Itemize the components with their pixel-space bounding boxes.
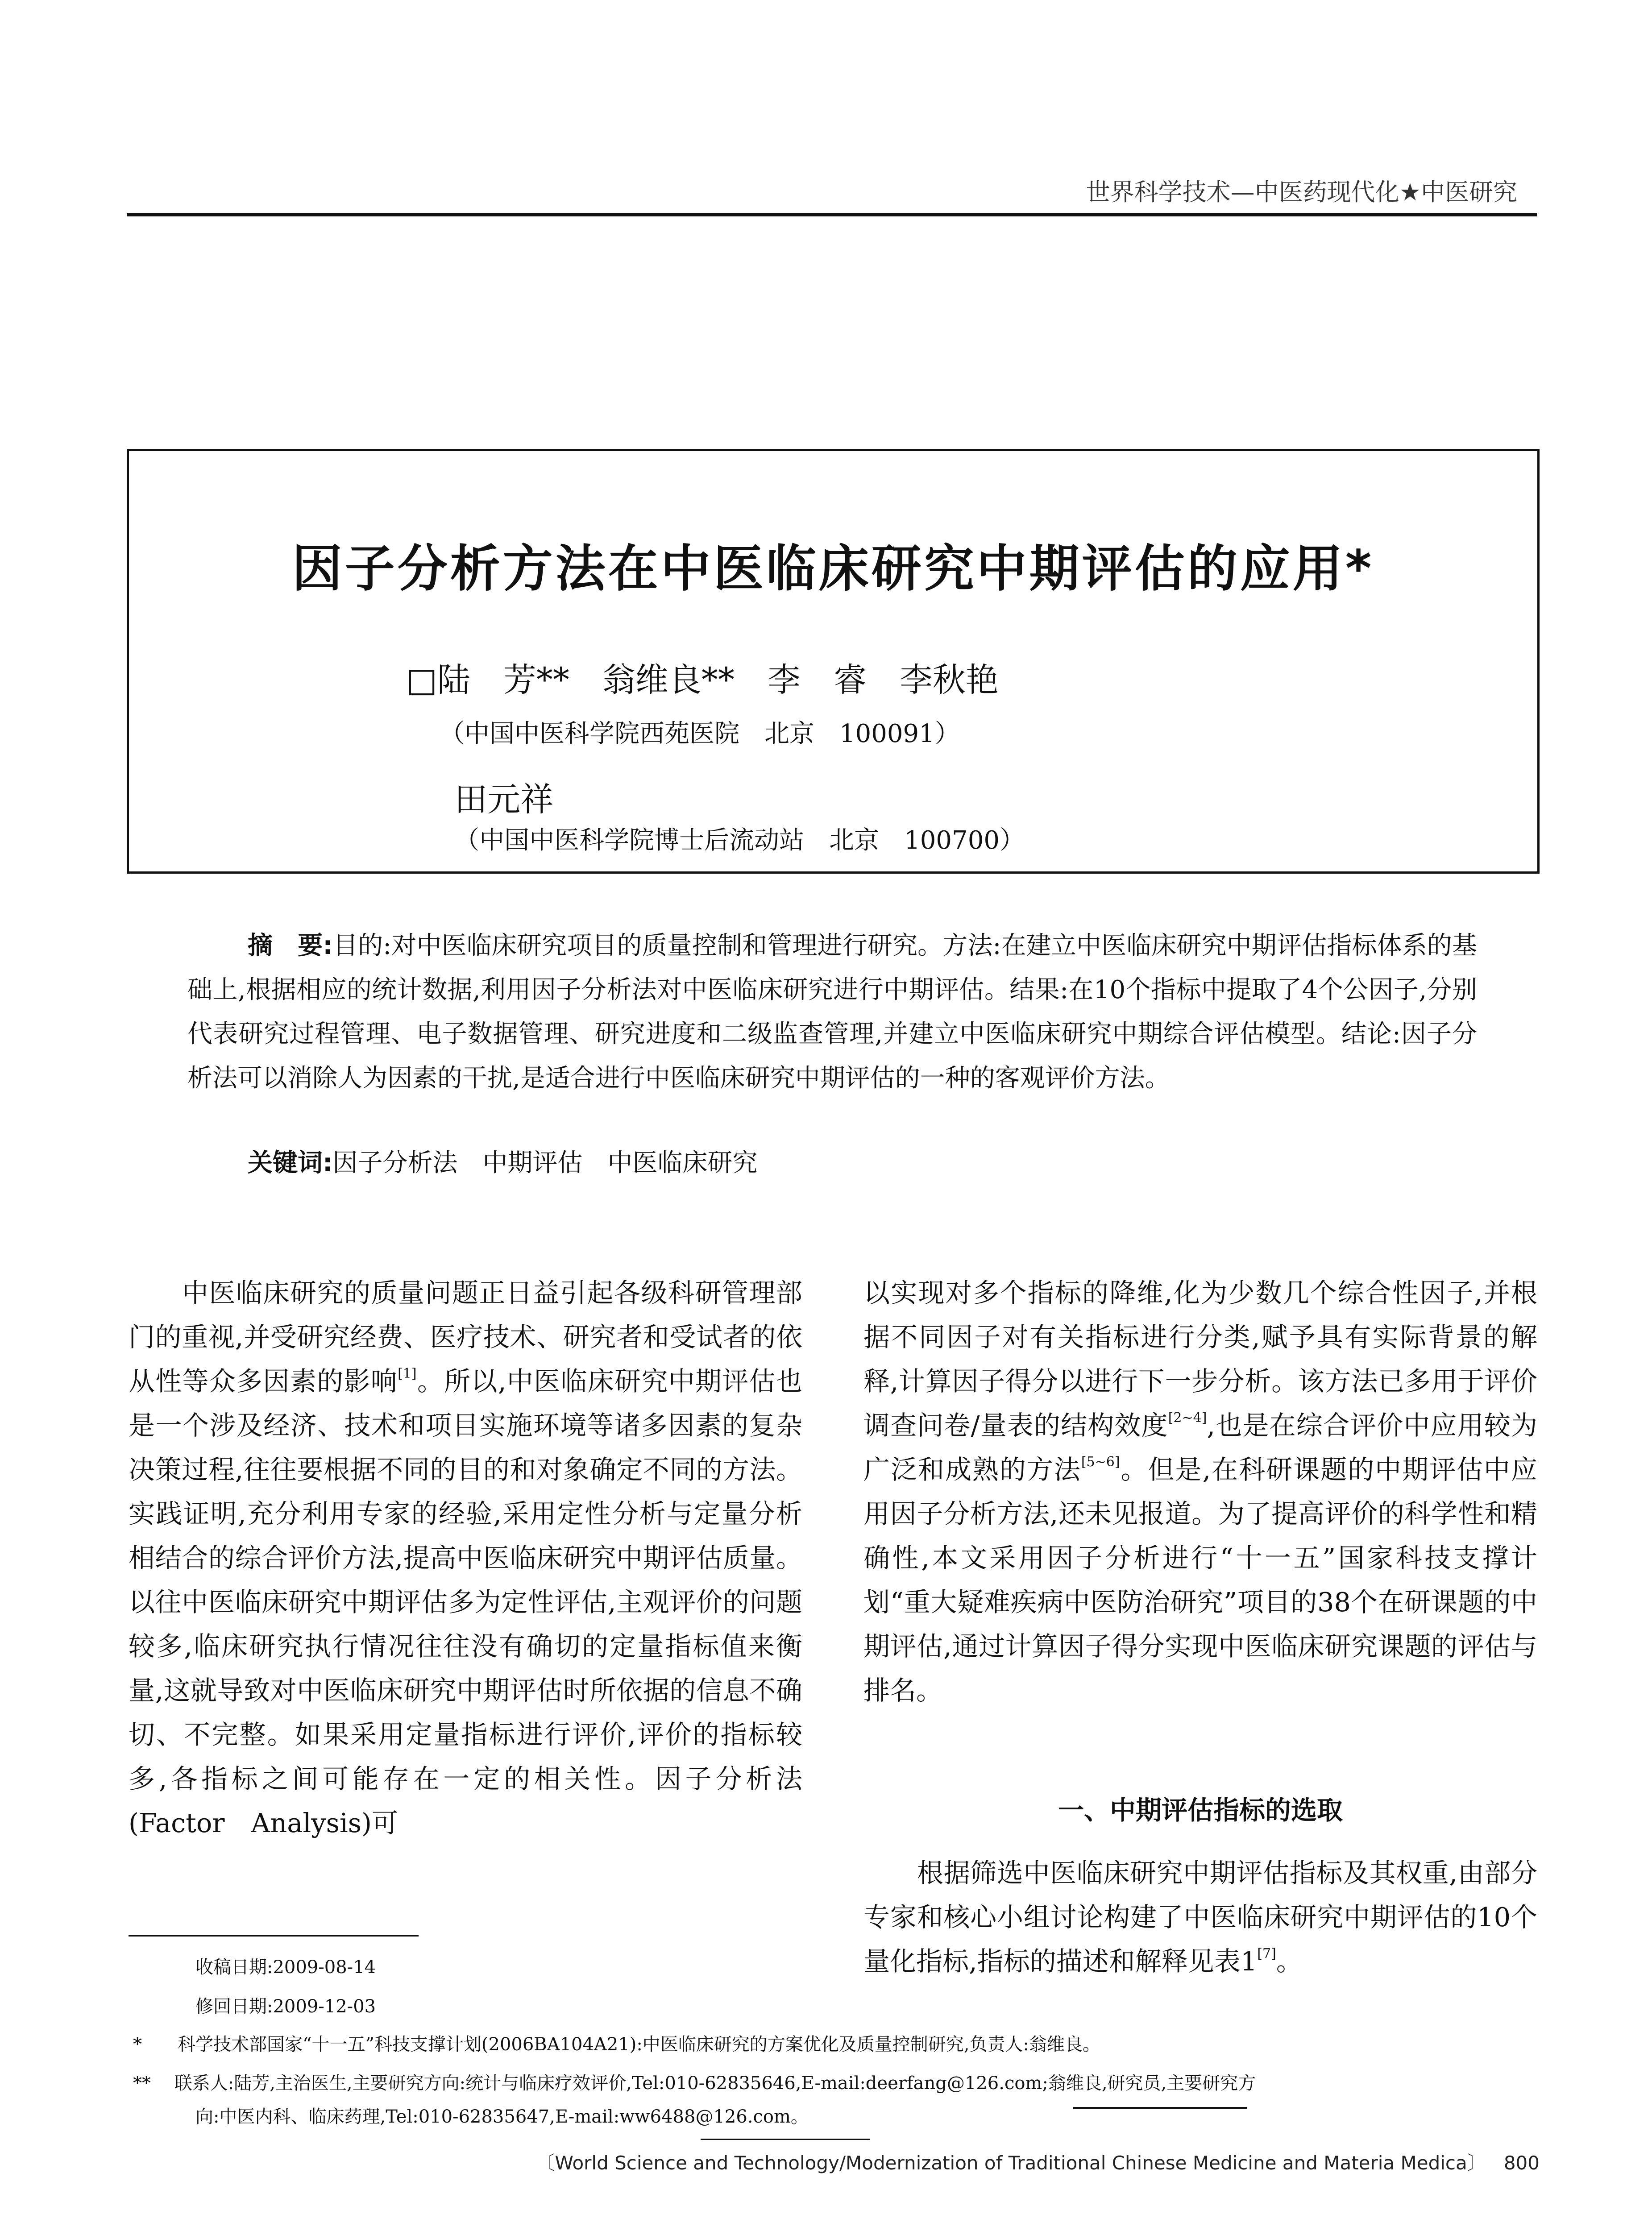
abstract: [187, 924, 1477, 1100]
citation-ref: [5~6]: [1081, 1454, 1120, 1470]
citation-ref: [2~4]: [1168, 1410, 1207, 1426]
keywords-text: 因子分析法 中期评估 中医临床研究: [332, 1149, 758, 1178]
keywords-label: 关键词:: [248, 1149, 333, 1178]
section-heading: 一、中期评估指标的选取: [1058, 1795, 1343, 1825]
footnote-contact-continued: 向:中医内科、临床药理,Tel:010-62835647,E-mail:ww6488@126.com。: [195, 2107, 809, 2127]
body-column-left: [129, 1271, 802, 1845]
footnote-contact: ** 联系人:陆芳,主治医生,主要研究方向:统计与临床疗效评价,Tel:010-62835646,E-mail:deerfang@126.com;翁维良,研究员,主要研究方: [133, 2073, 1256, 2094]
footnote-received-date: 收稿日期:2009-08-14: [195, 1957, 376, 1978]
author2-line: [450, 765, 1025, 856]
body-paragraph: [863, 1851, 1537, 1983]
article-title: 因子分析方法在中医临床研究中期评估的应用*: [292, 540, 1374, 598]
citation-ref: [7]: [1257, 1946, 1276, 1961]
footer-journal-reference: [460, 2148, 1540, 2175]
affiliation-1: （中国中医科学院西苑医院 北京 100091）: [440, 719, 960, 748]
body-paragraph: [129, 1271, 802, 1845]
paragraph-text: 根据筛选中医临床研究中期评估指标及其权重,由部分专家和核心小组讨论构建了中医临床研究中期评估的10个量化指标,指标的描述和解释见表1: [863, 1858, 1537, 1977]
paragraph-text: 。但是,在科研课题的中期评估中应用因子分析方法,还未见报道。为了提高评价的科学性和精确性,本文采用因子分析进行“十一五”国家科技支撑计划“重大疑难疾病中医防治研究”项目的38个在研课题的中期评估,通过计算因子得分实现中医临床研究课题的评估与排名。: [863, 1454, 1537, 1706]
citation-ref: [1]: [398, 1366, 417, 1381]
abstract-label: 摘 要:: [248, 931, 333, 960]
author-list: □陆 芳** 翁维良** 李 睿 李秋艳: [406, 661, 999, 699]
page-number: 800: [1503, 2152, 1540, 2174]
footnote-revised-date: 修回日期:2009-12-03: [195, 1996, 376, 2017]
paragraph-text: 以实现对多个指标的降维,化为少数几个综合性因子,并根据不同因子对有关指标进行分类,赋予具有实际背景的解释,计算因子得分以进行下一步分析。该方法已多用于评价调查问卷/量表的结构效度: [863, 1277, 1537, 1441]
author2-name: 田元祥: [454, 780, 554, 819]
journal-header: 世界科学技术—中医药现代化★中医研究: [1086, 178, 1517, 206]
paragraph-text: 。所以,中医临床研究中期评估也是一个涉及经济、技术和项目实施环境等诸多因素的复杂决策过程,往往要根据不同的目的和对象确定不同的方法。实践证明,充分利用专家的经验,采用定性分析与定量分析相结合的综合评价方法,提高中医临床研究中期评估质量。以往中医临床研究中期评估多为定性评估,主观评价的问题较多,临床研究执行情况往往没有确切的定量指标值来衡量,这就导致对中医临床研究中期评估时所依据的信息不确切、不完整。如果采用定量指标进行评价,评价的指标较多,各指标之间可能存在一定的相关性。因子分析法(Factor Analysis)可: [129, 1366, 802, 1838]
footer-journal-name: 〔World Science and Technology/Modernization of Traditional Chinese Medicine and Materia Medica〕: [536, 2152, 1486, 2174]
abstract-text: 目的:对中医临床研究项目的质量控制和管理进行研究。方法:在建立中医临床研究中期评估指标体系的基础上,根据相应的统计数据,利用因子分析法对中医临床研究进行中期评估。结果:在10个指标中提取了4个公因子,分别代表研究过程管理、电子数据管理、研究进度和二级监查管理,并建立中医临床研究中期综合评估模型。结论:因子分析法可以消除人为因素的干扰,是适合进行中医临床研究中期评估的一种的客观评价方法。: [187, 931, 1477, 1093]
footnote-funding: * 科学技术部国家“十一五”科技支撑计划(2006BA104A21):中医临床研究的方案优化及质量控制研究,负责人:翁维良。: [133, 2034, 1100, 2055]
footer-rule: [701, 2139, 870, 2140]
affiliation-2: （中国中医科学院博士后流动站 北京 100700）: [454, 826, 1025, 855]
paragraph-text: 中医临床研究的质量问题正日益引起各级科研管理部门的重视,并受研究经费、医疗技术、研究者和受试者的依从性等众多因素的影响: [129, 1277, 802, 1397]
paragraph-text: ,也是在综合评价中应用较为广泛和成熟的方法: [863, 1410, 1537, 1485]
body-column-right-continued: [863, 1851, 1537, 1983]
footnote-rule: [129, 1935, 419, 1937]
header-rule: [127, 213, 1537, 216]
paragraph-text: 。: [1276, 1946, 1303, 1977]
keywords: [248, 1143, 757, 1179]
body-paragraph: [863, 1271, 1537, 1713]
column-end-rule: [1073, 2107, 1247, 2109]
body-column-right: [863, 1271, 1537, 1713]
